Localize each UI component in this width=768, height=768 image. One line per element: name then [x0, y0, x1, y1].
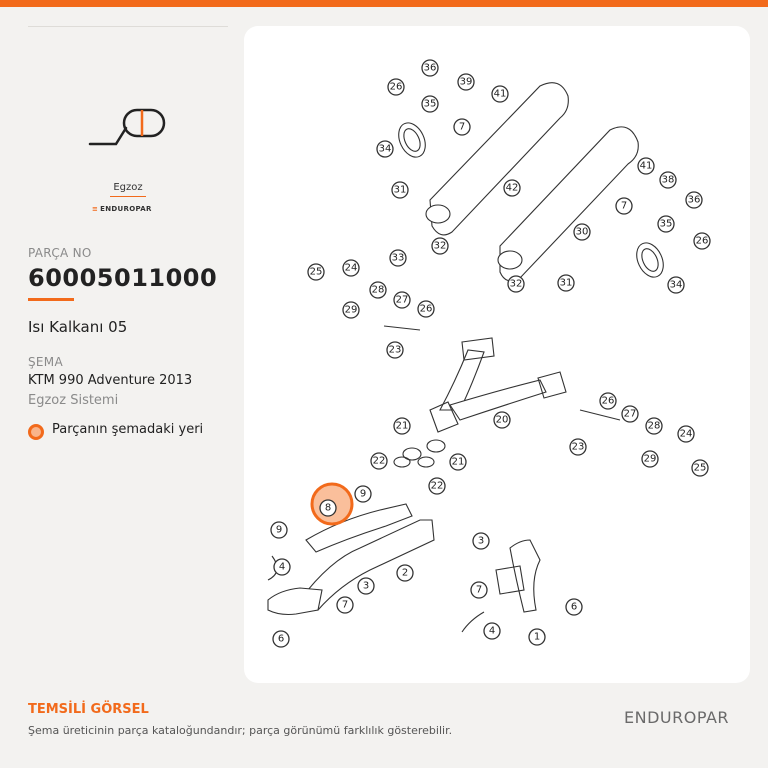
callout-7 — [454, 119, 470, 135]
callout-38 — [660, 172, 676, 188]
callout-23 — [387, 342, 403, 358]
svg-text:34: 34 — [669, 279, 683, 291]
callout-21 — [394, 418, 410, 434]
footer-title: TEMSİLİ GÖRSEL — [28, 702, 149, 717]
category-label[interactable]: Egzoz — [113, 182, 143, 193]
svg-text:28: 28 — [647, 420, 661, 432]
svg-text:2: 2 — [401, 567, 409, 579]
callout-31 — [392, 182, 408, 198]
svg-text:24: 24 — [679, 428, 693, 440]
svg-text:38: 38 — [661, 174, 675, 186]
svg-text:26: 26 — [419, 303, 433, 315]
svg-text:27: 27 — [623, 408, 637, 420]
callout-7 — [337, 597, 353, 613]
system-name: Egzoz Sistemi — [28, 393, 119, 408]
callout-6 — [566, 599, 582, 615]
part-number-underline — [28, 298, 74, 301]
callout-35 — [658, 216, 674, 232]
svg-text:6: 6 — [570, 601, 578, 613]
top-accent-bar — [0, 0, 768, 7]
exhaust-pipe-icon — [86, 100, 170, 150]
svg-text:34: 34 — [378, 143, 392, 155]
svg-text:3: 3 — [477, 535, 485, 547]
footer-brand: ENDUROPAR — [624, 708, 730, 727]
callout-39 — [458, 74, 474, 90]
svg-text:41: 41 — [639, 160, 653, 172]
location-legend-text: Parçanın şemadaki yeri — [52, 422, 204, 437]
part-no-label: PARÇA NO — [28, 246, 92, 260]
brand-mark-icon: ≡ — [92, 205, 99, 213]
callout-4 — [484, 623, 500, 639]
callout-22 — [371, 453, 387, 469]
svg-text:24: 24 — [344, 262, 358, 274]
svg-text:35: 35 — [423, 98, 437, 110]
svg-text:27: 27 — [395, 294, 409, 306]
svg-text:23: 23 — [388, 344, 402, 356]
brand-logo-small — [92, 205, 152, 213]
callout-25 — [692, 460, 708, 476]
svg-text:36: 36 — [423, 62, 437, 74]
callout-26 — [600, 393, 616, 409]
svg-text:7: 7 — [341, 599, 349, 611]
brand-small-text: ENDUROPAR — [100, 205, 152, 213]
callout-29 — [343, 302, 359, 318]
callout-41 — [638, 158, 654, 174]
callout-34 — [668, 277, 684, 293]
diagram-panel — [244, 26, 750, 683]
callout-6 — [273, 631, 289, 647]
callout-21 — [450, 454, 466, 470]
callout-28 — [370, 282, 386, 298]
callout-27 — [394, 292, 410, 308]
callout-30 — [574, 224, 590, 240]
callout-28 — [646, 418, 662, 434]
svg-text:22: 22 — [430, 480, 444, 492]
svg-text:26: 26 — [695, 235, 709, 247]
vehicle-model: KTM 990 Adventure 2013 — [28, 373, 193, 388]
svg-text:9: 9 — [275, 524, 283, 536]
callout-33 — [390, 250, 406, 266]
callout-7 — [616, 198, 632, 214]
svg-text:4: 4 — [488, 625, 496, 637]
svg-text:31: 31 — [393, 184, 407, 196]
svg-text:21: 21 — [395, 420, 409, 432]
svg-text:8: 8 — [324, 502, 332, 514]
svg-text:4: 4 — [278, 561, 286, 573]
callout-29 — [642, 451, 658, 467]
callout-8 — [312, 484, 352, 524]
svg-text:31: 31 — [559, 277, 573, 289]
svg-text:9: 9 — [359, 488, 367, 500]
part-name: Isı Kalkanı 05 — [28, 318, 128, 336]
svg-text:42: 42 — [505, 182, 519, 194]
callout-22 — [429, 478, 445, 494]
callout-23 — [570, 439, 586, 455]
location-legend-icon — [28, 424, 44, 440]
exhaust-parts-diagram — [244, 26, 750, 683]
svg-text:35: 35 — [659, 218, 673, 230]
svg-text:21: 21 — [451, 456, 465, 468]
category-underline — [110, 196, 146, 197]
callout-34 — [377, 141, 393, 157]
callout-9 — [355, 486, 371, 502]
svg-text:7: 7 — [475, 584, 483, 596]
callout-1 — [529, 629, 545, 645]
callout-27 — [622, 406, 638, 422]
svg-text:3: 3 — [362, 580, 370, 592]
svg-text:23: 23 — [571, 441, 585, 453]
svg-text:28: 28 — [371, 284, 385, 296]
callout-2 — [397, 565, 413, 581]
svg-text:20: 20 — [495, 414, 509, 426]
callout-3 — [473, 533, 489, 549]
svg-text:41: 41 — [493, 88, 507, 100]
callout-31 — [558, 275, 574, 291]
sidebar-divider — [28, 26, 228, 27]
callout-20 — [494, 412, 510, 428]
svg-text:25: 25 — [693, 462, 707, 474]
footer-note: Şema üreticinin parça kataloğundandır; parça görünümü farklılık gösterebilir. — [28, 724, 453, 737]
callout-26 — [694, 233, 710, 249]
svg-text:1: 1 — [533, 631, 541, 643]
callout-26 — [418, 301, 434, 317]
callout-35 — [422, 96, 438, 112]
callout-36 — [686, 192, 702, 208]
callout-32 — [432, 238, 448, 254]
svg-text:7: 7 — [620, 200, 628, 212]
svg-text:30: 30 — [575, 226, 589, 238]
svg-text:25: 25 — [309, 266, 323, 278]
svg-text:6: 6 — [277, 633, 285, 645]
svg-text:29: 29 — [344, 304, 358, 316]
callout-24 — [343, 260, 359, 276]
svg-text:32: 32 — [509, 278, 523, 290]
callout-41 — [492, 86, 508, 102]
svg-text:33: 33 — [391, 252, 405, 264]
callout-4 — [274, 559, 290, 575]
callout-7 — [471, 582, 487, 598]
svg-text:32: 32 — [433, 240, 447, 252]
svg-text:36: 36 — [687, 194, 701, 206]
svg-text:22: 22 — [372, 455, 386, 467]
callout-36 — [422, 60, 438, 76]
callout-9 — [271, 522, 287, 538]
callout-24 — [678, 426, 694, 442]
callout-25 — [308, 264, 324, 280]
callout-32 — [508, 276, 524, 292]
part-number: 60005011000 — [28, 264, 218, 292]
svg-text:26: 26 — [601, 395, 615, 407]
svg-text:39: 39 — [459, 76, 473, 88]
callout-42 — [504, 180, 520, 196]
svg-text:7: 7 — [458, 121, 466, 133]
svg-text:26: 26 — [389, 81, 403, 93]
schema-label: ŞEMA — [28, 355, 63, 369]
callout-26 — [388, 79, 404, 95]
callout-3 — [358, 578, 374, 594]
svg-text:29: 29 — [643, 453, 657, 465]
